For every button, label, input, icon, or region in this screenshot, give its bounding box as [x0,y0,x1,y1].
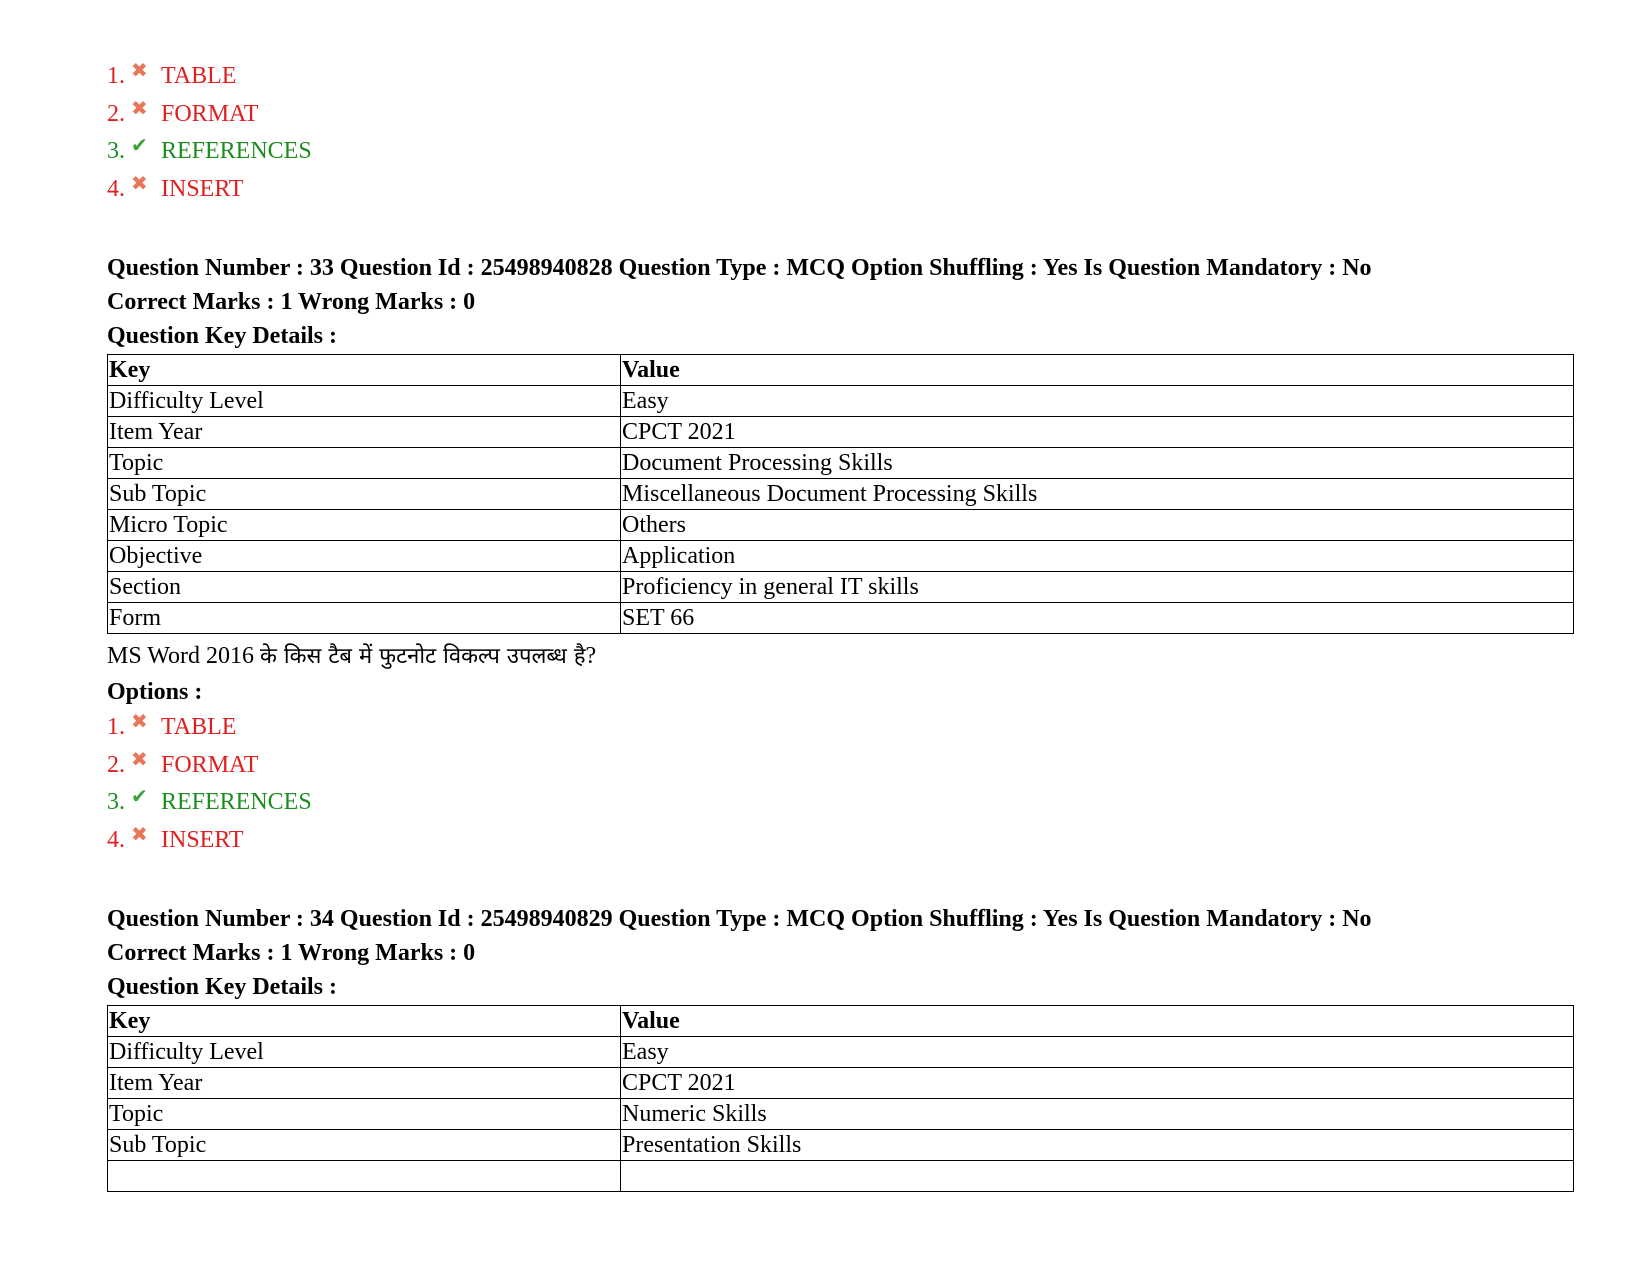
check-mark-icon: ✔ [131,784,148,808]
option-label: TABLE [161,714,237,740]
table-row [108,1099,1574,1130]
key-details-table [107,1005,1574,1192]
table-header-key: Key [108,1006,621,1037]
option-item [107,784,1574,822]
option-item [107,822,1574,860]
option-item [107,171,1574,209]
table-row-partial [108,1161,1574,1192]
row-key: Topic [108,448,621,479]
row-key: Form [108,603,621,634]
cross-mark-icon: ✖ [131,58,148,82]
cross-mark-icon: ✖ [131,170,148,195]
option-number: 3. [107,789,125,815]
question-header: Question Number : 34 Question Id : 25498940829 Question Type : MCQ Option Shuffling : Yes Is Question Mandatory : No [107,906,1372,932]
question-text-english: MS Word 2016 [107,643,260,669]
row-key: Sub Topic [108,479,621,510]
row-value: Easy [621,386,1574,417]
row-key: Topic [108,1099,621,1130]
option-item [107,133,1574,171]
options-list [107,709,1574,859]
check-mark-icon: ✔ [131,133,148,157]
option-label: INSERT [161,826,244,853]
option-number: 1. [107,63,125,89]
option-label: FORMAT [161,751,259,778]
option-item [107,58,1574,96]
row-key: Sub Topic [108,1130,621,1161]
row-value: Application [621,541,1574,572]
table-row [108,572,1574,603]
previous-options-list [107,58,1574,208]
row-key-empty [108,1161,621,1192]
row-value: Document Processing Skills [621,448,1574,479]
table-header-key: Key [108,355,621,386]
row-value: Presentation Skills [621,1130,1574,1161]
option-number: 3. [107,138,125,164]
row-value: Others [621,510,1574,541]
question-mark: ? [585,643,597,669]
options-label: Options : [107,679,203,705]
row-key: Item Year [108,417,621,448]
table-row [108,1037,1574,1068]
row-value: Easy [621,1037,1574,1068]
cross-mark-icon: ✖ [131,821,148,846]
table-row [108,479,1574,510]
table-row [108,386,1574,417]
option-number: 4. [107,175,125,202]
table-row [108,603,1574,634]
row-key: Difficulty Level [108,386,621,417]
table-row [108,448,1574,479]
cross-mark-icon: ✖ [131,709,148,733]
option-label: REFERENCES [161,138,312,164]
cross-mark-icon: ✖ [131,746,148,771]
table-row [108,541,1574,572]
table-row [108,1130,1574,1161]
question-header: Question Number : 33 Question Id : 25498940828 Question Type : MCQ Option Shuffling : Yes Is Question Mandatory : No [107,255,1372,281]
row-value: CPCT 2021 [621,1068,1574,1099]
row-key: Difficulty Level [108,1037,621,1068]
key-details-label: Question Key Details : [107,323,337,349]
option-item [107,747,1574,785]
row-key: Objective [108,541,621,572]
option-number: 1. [107,714,125,740]
marks-line: Correct Marks : 1 Wrong Marks : 0 [107,289,476,315]
key-details-label: Question Key Details : [107,974,337,1000]
question-text [107,638,1574,675]
question-block-34 [107,902,1574,1192]
row-value: Numeric Skills [621,1099,1574,1130]
table-header-value: Value [621,355,1574,386]
option-number: 2. [107,751,125,778]
row-value: CPCT 2021 [621,417,1574,448]
table-header-value: Value [621,1006,1574,1037]
table-row [108,417,1574,448]
question-block-33 [107,251,1574,859]
row-key: Micro Topic [108,510,621,541]
row-value: Miscellaneous Document Processing Skills [621,479,1574,510]
table-header-row [108,1006,1574,1037]
cross-mark-icon: ✖ [131,95,148,120]
table-row [108,1068,1574,1099]
row-key: Section [108,572,621,603]
key-details-table [107,354,1574,634]
marks-line: Correct Marks : 1 Wrong Marks : 0 [107,940,476,966]
row-value: Proficiency in general IT skills [621,572,1574,603]
row-key: Item Year [108,1068,621,1099]
option-label: REFERENCES [161,789,312,815]
option-label: FORMAT [161,100,259,127]
option-number: 2. [107,100,125,127]
option-item [107,709,1574,747]
answer-key-page [107,58,1574,1192]
table-row [108,510,1574,541]
option-number: 4. [107,826,125,853]
table-clip [107,1004,1574,1192]
option-label: INSERT [161,175,244,202]
option-label: TABLE [161,63,237,89]
table-header-row [108,355,1574,386]
option-item [107,96,1574,134]
row-value: SET 66 [621,603,1574,634]
row-value-empty [621,1161,1574,1192]
question-text-hindi: के किस टैब में फुटनोट विकल्प उपलब्ध है [259,644,586,669]
